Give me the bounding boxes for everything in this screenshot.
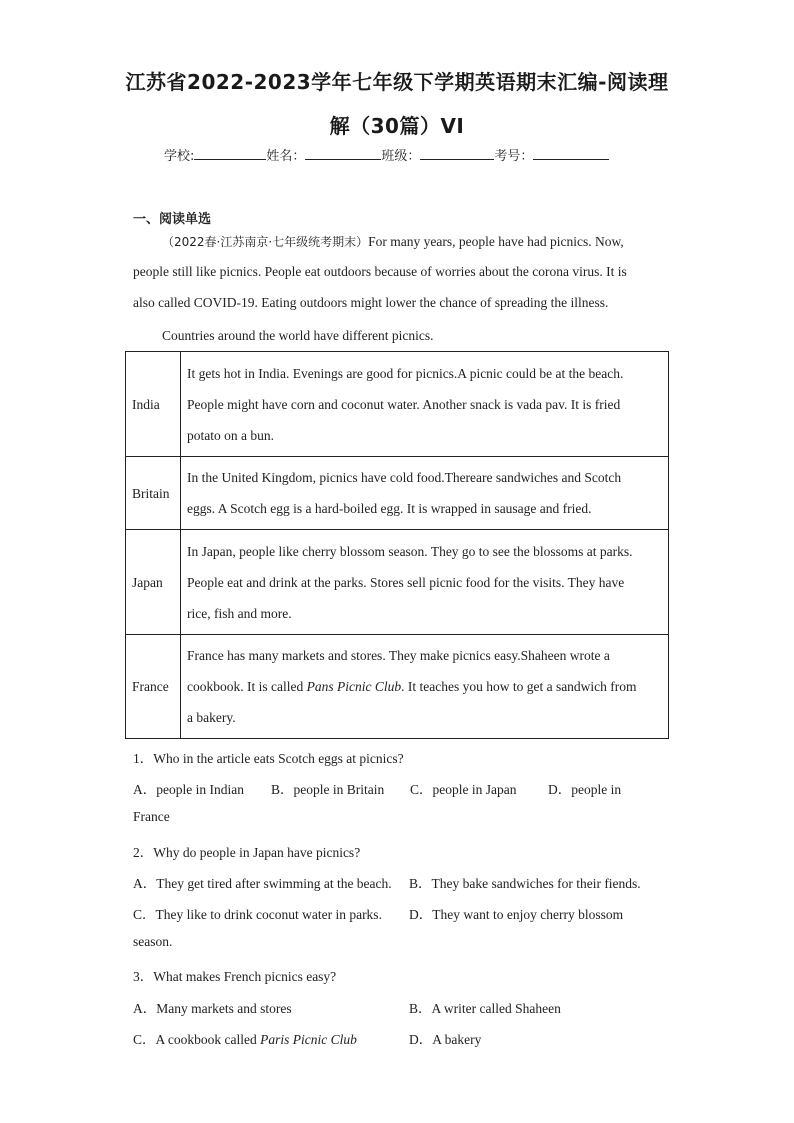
name-label: 姓名： <box>266 149 306 164</box>
passage-line-4: Countries around the world have different picnics. <box>162 328 434 343</box>
name-blank[interactable] <box>305 147 381 160</box>
number-blank[interactable] <box>533 147 609 160</box>
document-title-line-2: 解（30篇）VI <box>329 114 465 138</box>
description-cell: In Japan, people like cherry blossom season. They go to see the blossoms at parks. People eat and drink at the parks. Stores sell picnic food for the visits. They have rice, fish and more. <box>181 530 669 635</box>
table-row <box>126 635 669 739</box>
q2-option-d-continued: season. <box>133 934 173 949</box>
description-cell: France has many markets and stores. They make picnics easy.Shaheen wrote a cookbook. It is called Pans Picnic Club. It teaches you how to get a sandwich from a bakery. <box>181 635 669 739</box>
description-cell: In the United Kingdom, picnics have cold food.Thereare sandwiches and Scotch eggs. A Scotch egg is a hard-boiled egg. It is wrapped in sausage and fried. <box>181 457 669 530</box>
country-cell: Japan <box>126 530 181 635</box>
q1-option-a[interactable]: A．people in Indian <box>133 782 244 797</box>
table-row <box>126 457 669 530</box>
table-row <box>126 530 669 635</box>
passage-line-3: also called COVID-19. Eating outdoors might lower the chance of spreading the illness. <box>133 295 609 310</box>
q2-option-a[interactable]: A．They get tired after swimming at the beach. <box>133 876 392 891</box>
q2-option-c[interactable]: C．They like to drink coconut water in parks. <box>133 907 382 922</box>
country-cell: France <box>126 635 181 739</box>
q1-option-b[interactable]: B．people in Britain <box>271 782 385 797</box>
q1-option-d[interactable]: D．people in <box>548 782 622 797</box>
question-3: 3．What makes French picnics easy? <box>133 969 337 984</box>
passage-line-2: people still like picnics. People eat outdoors because of worries about the corona virus. It is <box>133 264 627 279</box>
book-title: Pans Picnic Club <box>306 679 402 694</box>
class-label: 班级： <box>381 149 421 164</box>
picnic-countries-table <box>125 351 669 739</box>
q3-option-a[interactable]: A．Many markets and stores <box>133 1001 292 1016</box>
question-2: 2．Why do people in Japan have picnics? <box>133 845 361 860</box>
question-1: 1．Who in the article eats Scotch eggs at picnics? <box>133 751 404 766</box>
q2-option-d[interactable]: D．They want to enjoy cherry blossom <box>409 907 624 922</box>
q3-option-b[interactable]: B．A writer called Shaheen <box>409 1001 561 1016</box>
country-cell: India <box>126 352 181 457</box>
section-heading: 一、阅读单选 <box>133 212 212 227</box>
q2-option-b[interactable]: B．They bake sandwiches for their fiends. <box>409 876 641 891</box>
description-cell: It gets hot in India. Evenings are good for picnics.A picnic could be at the beach. People might have corn and coconut water. Another snack is vada pav. It is fried potato on a bun. <box>181 352 669 457</box>
number-label: 考号： <box>494 149 534 164</box>
q3-option-c[interactable]: C．A cookbook called Paris Picnic Club <box>133 1032 357 1047</box>
school-label: 学校: <box>164 149 195 164</box>
passage-line-1: （2022春·江苏南京·七年级统考期末）For many years, people have had picnics. Now, <box>162 234 624 249</box>
country-cell: Britain <box>126 457 181 530</box>
table-row <box>126 352 669 457</box>
class-blank[interactable] <box>420 147 494 160</box>
school-blank[interactable] <box>194 147 266 160</box>
q3-option-d[interactable]: D．A bakery <box>409 1032 482 1047</box>
document-title-line-1: 江苏省2022-2023学年七年级下学期英语期末汇编-阅读理 <box>125 70 669 94</box>
student-info-row <box>164 145 609 164</box>
q1-option-d-continued: France <box>133 809 170 824</box>
q1-option-c[interactable]: C．people in Japan <box>410 782 517 797</box>
source-note: （2022春·江苏南京·七年级统考期末） <box>162 235 369 249</box>
